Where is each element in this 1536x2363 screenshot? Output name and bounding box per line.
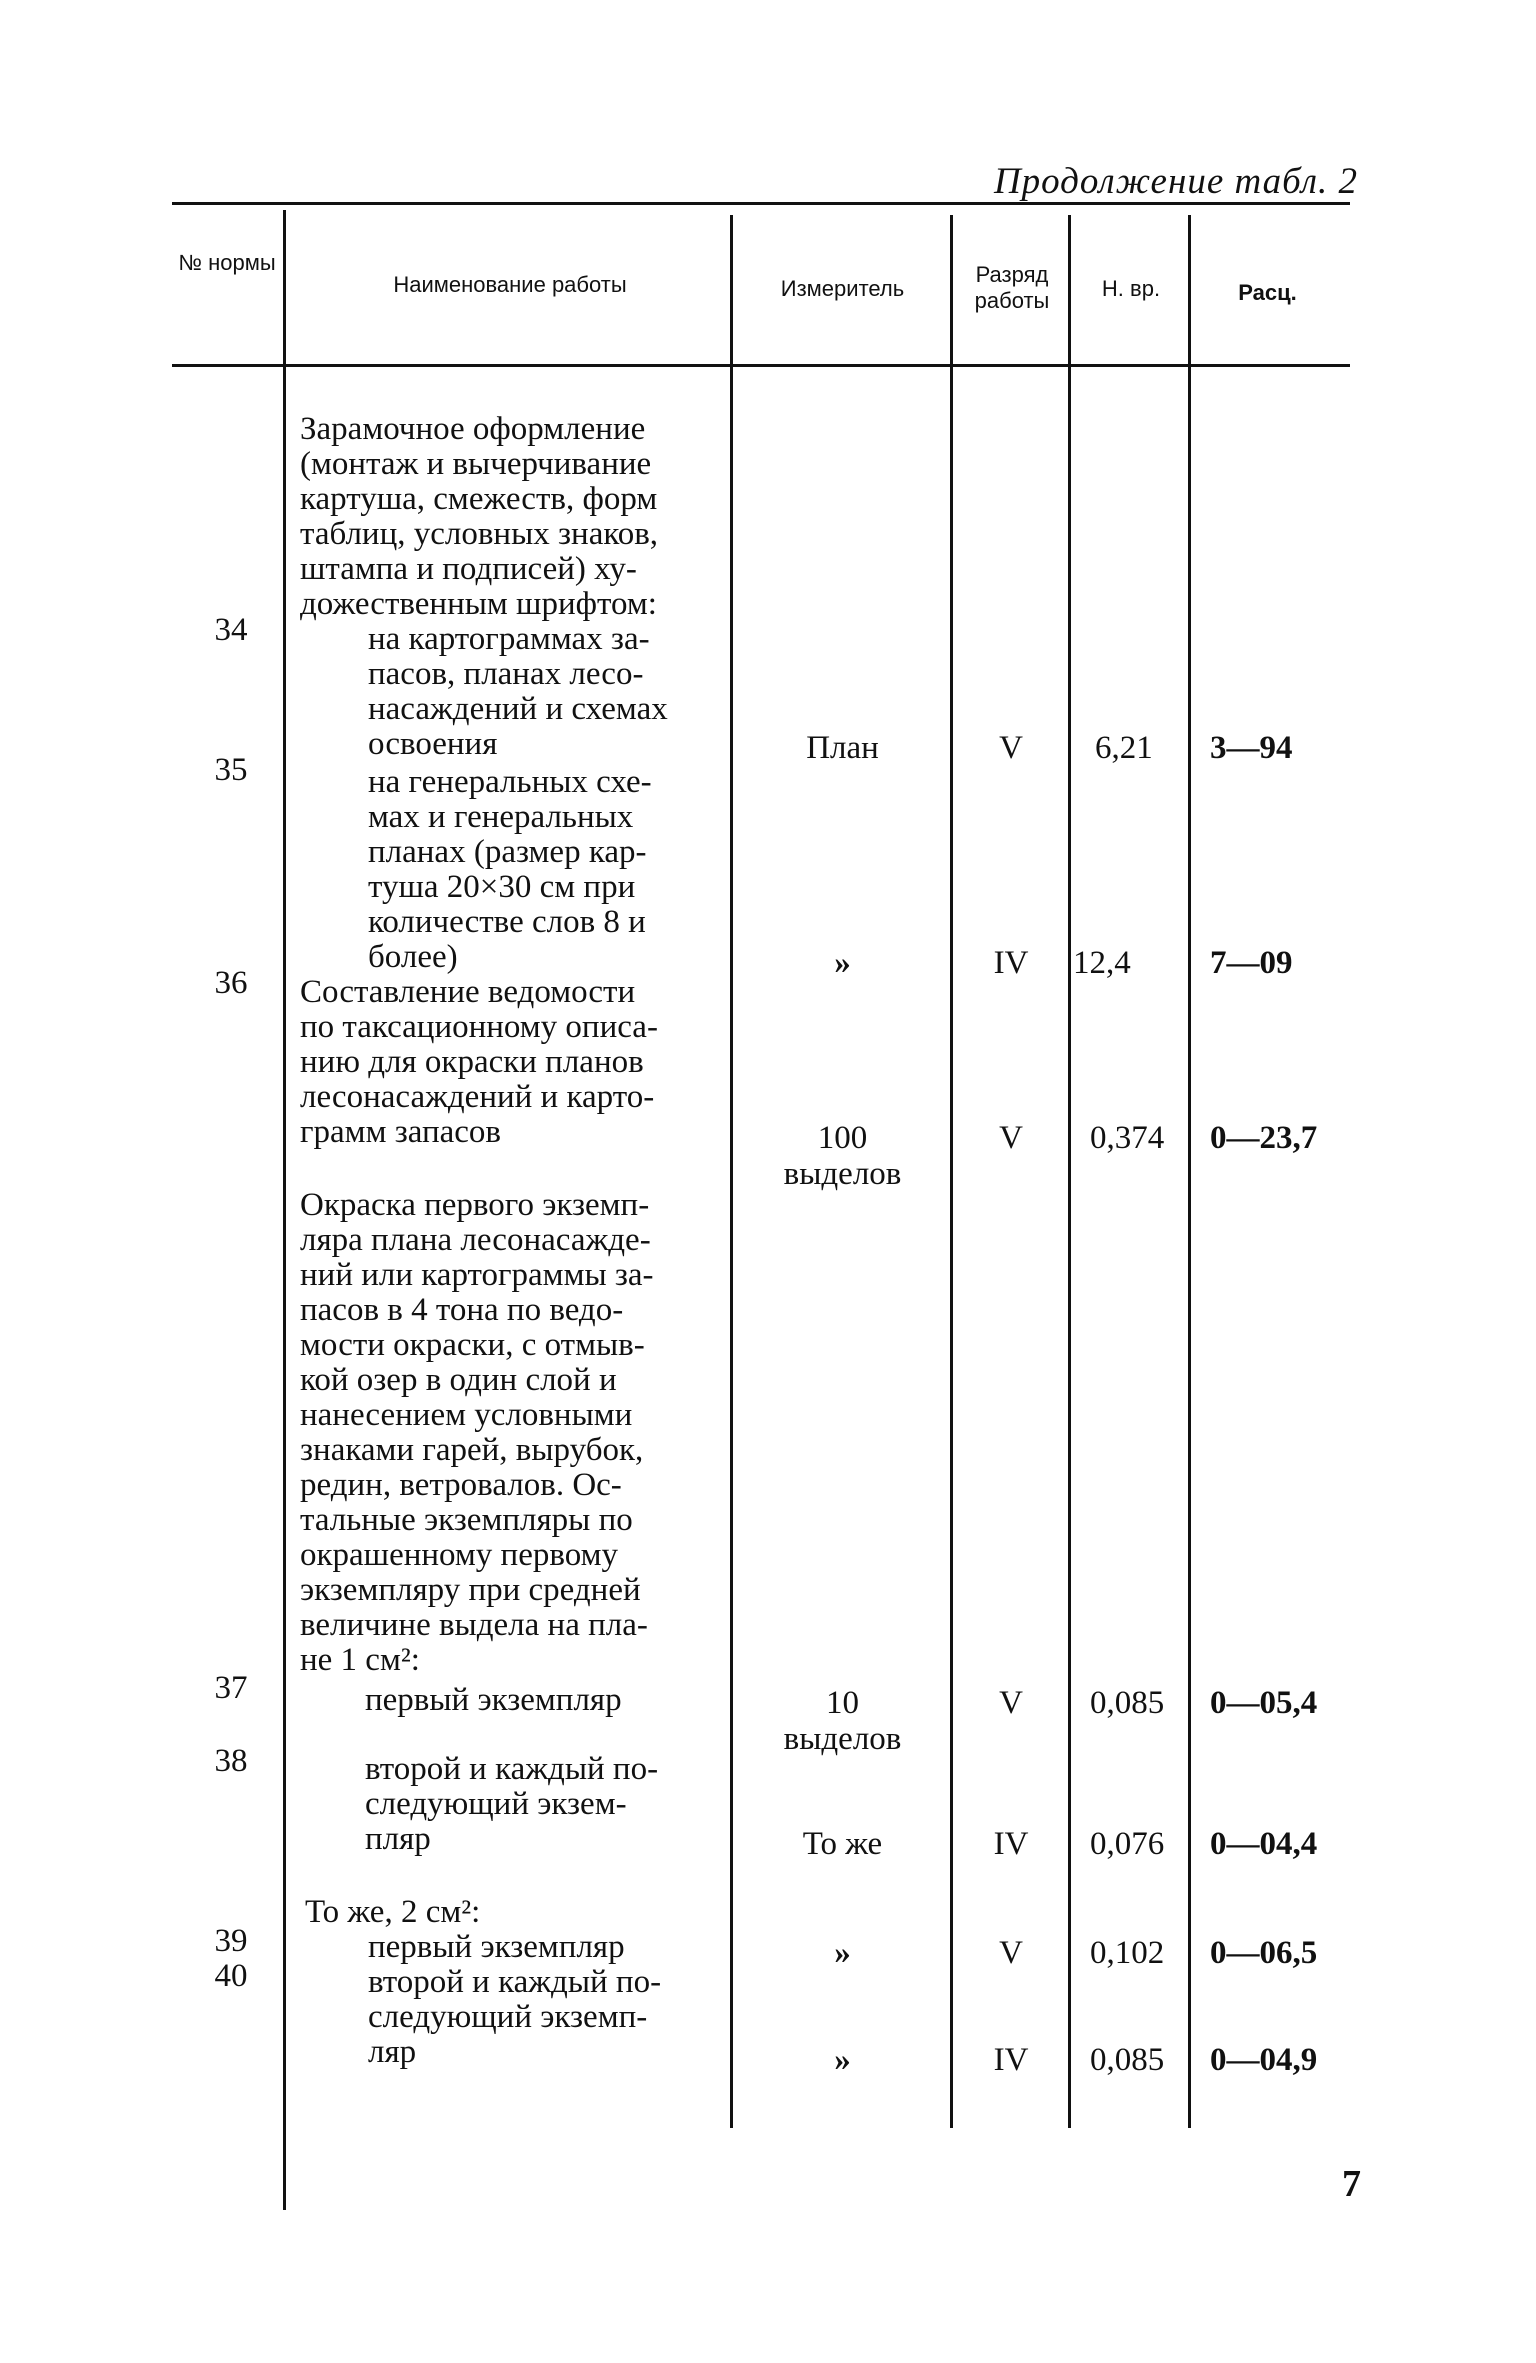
col-header-grade: Разряд работы	[974, 262, 1050, 313]
col-divider-3	[950, 215, 953, 2128]
time-norm-r35: 12,4	[1073, 945, 1131, 981]
norm-number-40: 40	[214, 1958, 248, 1994]
unit-r39: »	[834, 1935, 851, 1971]
work-text-line: тальные экземпляры по	[300, 1502, 633, 1538]
time-norm-r39: 0,102	[1090, 1935, 1165, 1971]
rate-r37: 0—05,4	[1210, 1685, 1318, 1721]
work-text-r35	[368, 765, 652, 975]
norm-number-36: 36	[214, 965, 248, 1001]
table-header-bottom-rule	[172, 364, 1350, 367]
unit-r36	[735, 1120, 950, 1192]
rate-r40: 0—04,9	[1210, 2042, 1318, 2078]
work-text-intro1	[300, 412, 658, 622]
work-text-r38	[365, 1752, 658, 1857]
table-continuation-title: Продолжение табл. 2	[993, 161, 1358, 202]
work-text-line: ляр	[368, 2034, 417, 2070]
norm-number-37: 37	[214, 1670, 248, 1706]
unit-r35: »	[834, 945, 851, 981]
col-divider-2	[730, 215, 733, 2128]
grade-r39: V	[999, 1935, 1023, 1971]
unit-r38: То же	[802, 1826, 883, 1862]
work-text-line: насаждений и схемах	[368, 691, 668, 727]
work-text-line: на картограммах за-	[368, 621, 650, 657]
grade-r37: V	[999, 1685, 1023, 1721]
work-text-line: мах и генеральных	[368, 799, 634, 835]
work-text-line: штампа и подписей) ху-	[300, 551, 637, 587]
rate-r39: 0—06,5	[1210, 1935, 1318, 1971]
work-text-line: редин, ветровалов. Ос-	[300, 1467, 622, 1503]
col-header-work-name: Наименование работы	[393, 272, 627, 297]
grade-r35: IV	[993, 945, 1029, 981]
work-text-line: нию для окраски планов	[300, 1044, 644, 1080]
work-text-r34	[368, 622, 668, 762]
table-top-rule	[172, 202, 1350, 205]
unit-r36-line2: выделов	[783, 1156, 902, 1192]
unit-r37-line1: 10	[826, 1685, 859, 1721]
time-norm-r34: 6,21	[1095, 730, 1153, 766]
page-number: 7	[1342, 2163, 1361, 2205]
work-text-r36	[300, 975, 658, 1150]
rate-r36: 0—23,7	[1210, 1120, 1318, 1156]
norm-number-39: 39	[214, 1923, 248, 1959]
work-text-r37	[365, 1683, 622, 1718]
time-norm-r37: 0,085	[1090, 1685, 1165, 1721]
unit-r37	[735, 1685, 950, 1757]
time-norm-r40: 0,085	[1090, 2042, 1165, 2078]
col-divider-1	[283, 210, 286, 2210]
work-text-line: первый экземпляр	[365, 1682, 622, 1718]
work-text-line: второй и каждый по-	[368, 1964, 662, 2000]
work-text-line: ний или картограммы за-	[300, 1257, 654, 1293]
work-text-r39	[368, 1930, 625, 1965]
work-text-intro3	[305, 1895, 480, 1930]
work-text-line: Зарамочное оформление	[300, 411, 646, 447]
work-text-line: освоения	[368, 726, 498, 762]
work-text-line: мости окраски, с отмыв-	[300, 1327, 645, 1363]
col-header-norm-number	[172, 250, 282, 276]
grade-r34: V	[999, 730, 1023, 766]
work-text-line: пляр	[365, 1821, 431, 1857]
col-header-norm-number-text: № нормы	[178, 250, 276, 275]
work-text-line: грамм запасов	[300, 1114, 501, 1150]
col-divider-5	[1188, 215, 1191, 2128]
work-text-line: туша 20×30 см при	[368, 869, 636, 905]
norm-number-35: 35	[214, 752, 248, 788]
work-text-line: на генеральных схе-	[368, 764, 652, 800]
unit-r34: План	[806, 730, 879, 766]
time-norm-r38: 0,076	[1090, 1826, 1165, 1862]
unit-r40: »	[834, 2042, 851, 2078]
work-text-line: нанесением условными	[300, 1397, 633, 1433]
rate-r38: 0—04,4	[1210, 1826, 1318, 1862]
col-header-time-norm: Н. вр.	[1101, 276, 1161, 301]
unit-r37-line2: выделов	[783, 1721, 902, 1757]
rate-r34: 3—94	[1210, 730, 1293, 766]
work-text-line: следующий экзем-	[365, 1786, 627, 1822]
col-header-rate: Расц.	[1238, 280, 1297, 305]
col-divider-4	[1068, 215, 1071, 2128]
work-text-line: пасов, планах лесо-	[368, 656, 644, 692]
work-text-line: не 1 см²:	[300, 1642, 420, 1678]
work-text-line: первый экземпляр	[368, 1929, 625, 1965]
work-text-line: окрашенному первому	[300, 1537, 618, 1573]
rate-r35: 7—09	[1210, 945, 1293, 981]
work-text-line: планах (размер кар-	[368, 834, 647, 870]
work-text-line: по таксационному описа-	[300, 1009, 658, 1045]
work-text-line: (монтаж и вычерчивание	[300, 446, 652, 482]
work-text-line: величине выдела на пла-	[300, 1607, 648, 1643]
time-norm-r36: 0,374	[1090, 1120, 1165, 1156]
work-text-line: следующий экземп-	[368, 1999, 648, 2035]
work-text-line: картуша, смежеств, форм	[300, 481, 658, 517]
work-text-line: второй и каждый по-	[365, 1751, 659, 1787]
grade-r40: IV	[993, 2042, 1029, 2078]
work-text-line: То же, 2 см²:	[305, 1894, 481, 1930]
work-text-r40	[368, 1965, 661, 2070]
grade-r38: IV	[993, 1826, 1029, 1862]
work-text-line: дожественным шрифтом:	[300, 586, 657, 622]
norm-number-34: 34	[214, 612, 248, 648]
work-text-line: ляра плана лесонасажде-	[300, 1222, 651, 1258]
norm-number-38: 38	[214, 1743, 248, 1779]
work-text-line: Окраска первого экземп-	[300, 1187, 650, 1223]
work-text-line: пасов в 4 тона по ведо-	[300, 1292, 624, 1328]
grade-r36: V	[999, 1120, 1023, 1156]
unit-r36-line1: 100	[817, 1120, 868, 1156]
work-text-line: более)	[368, 939, 458, 975]
col-header-unit: Измеритель	[780, 276, 905, 301]
work-text-line: знаками гарей, вырубок,	[300, 1432, 644, 1468]
work-text-line: экземпляру при средней	[300, 1572, 641, 1608]
work-text-line: Составление ведомости	[300, 974, 636, 1010]
work-text-line: таблиц, условных знаков,	[300, 516, 659, 552]
work-text-line: кой озер в один слой и	[300, 1362, 617, 1398]
work-text-intro2	[300, 1188, 654, 1678]
work-text-line: количестве слов 8 и	[368, 904, 646, 940]
work-text-line: лесонасаждений и карто-	[300, 1079, 655, 1115]
